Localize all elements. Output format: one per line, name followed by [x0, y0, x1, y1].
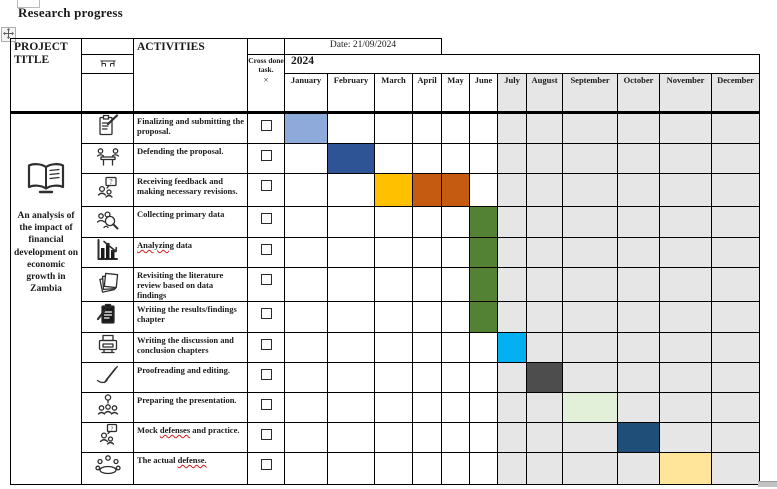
timeline-cell-march: [375, 302, 413, 333]
activity-label: Defending the proposal.: [134, 144, 248, 174]
timeline-cell-august: [527, 423, 563, 453]
activity-row: [11, 453, 760, 485]
timeline-cell-march: [375, 268, 413, 302]
svg-text:?: ?: [110, 425, 113, 433]
timeline-cell-june: [470, 207, 498, 238]
timeline-cell-may: [442, 333, 470, 363]
task-checkbox-cell: [248, 393, 285, 423]
timeline-cell-january: [285, 393, 328, 423]
timeline-cell-november: [660, 268, 712, 302]
timeline-cell-may: [442, 423, 470, 453]
horizontal-scrollbar-fragment[interactable]: [758, 481, 777, 487]
activity-row: [11, 363, 760, 393]
timeline-cell-august: [527, 174, 563, 207]
task-checkbox[interactable]: [261, 459, 272, 470]
timeline-cell-march: [375, 207, 413, 238]
activity-label: Collecting primary data: [134, 207, 248, 238]
timeline-cell-april: [413, 174, 442, 207]
header-row-months: [11, 74, 760, 113]
timeline-cell-january: [285, 207, 328, 238]
timeline-cell-september: [563, 302, 618, 333]
header-row-date: [11, 39, 760, 55]
timeline-cell-november: [660, 453, 712, 485]
timeline-cell-may: [442, 144, 470, 174]
activity-icon-cell: [82, 393, 134, 423]
mock-defense-icon: [95, 423, 121, 447]
timeline-cell-april: [413, 333, 442, 363]
activity-row: [11, 302, 760, 333]
task-checkbox-cell: [248, 423, 285, 453]
timeline-cell-january: [285, 423, 328, 453]
month-header-october: October: [618, 74, 660, 113]
timeline-cell-january: [285, 113, 328, 144]
timeline-cell-december: [712, 268, 760, 302]
timeline-cell-february: [328, 268, 375, 302]
timeline-cell-june: [470, 268, 498, 302]
timeline-cell-july: [498, 207, 527, 238]
task-checkbox-cell: [248, 333, 285, 363]
timeline-cell-march: [375, 453, 413, 485]
activity-icon-cell: [82, 174, 134, 207]
timeline-cell-july: [498, 393, 527, 423]
project-title-header: PROJECT TITLE: [11, 39, 82, 113]
timeline-cell-february: [328, 302, 375, 333]
activity-label: Analyzing data: [134, 238, 248, 268]
cross-mark: ×: [263, 75, 269, 86]
month-header-march: March: [375, 74, 413, 113]
timeline-cell-july: [498, 174, 527, 207]
activity-row: [11, 113, 760, 144]
timeline-cell-october: [618, 113, 660, 144]
timeline-cell-october: [618, 453, 660, 485]
timeline-cell-december: [712, 238, 760, 268]
timeline-cell-july: [498, 333, 527, 363]
timeline-cell-december: [712, 393, 760, 423]
meeting-table-icon: [99, 59, 117, 68]
task-checkbox-cell: [248, 174, 285, 207]
year-header: 2024: [285, 55, 760, 74]
activity-label: Writing the discussion and conclusion chapters: [134, 333, 248, 363]
task-checkbox-cell: [248, 302, 285, 333]
clipboard-pencil-icon: [95, 114, 121, 138]
task-checkbox[interactable]: [261, 120, 272, 131]
timeline-cell-august: [527, 238, 563, 268]
presentation-people-icon: [95, 393, 121, 417]
timeline-cell-march: [375, 113, 413, 144]
timeline-cell-january: [285, 363, 328, 393]
timeline-cell-april: [413, 393, 442, 423]
timeline-cell-january: [285, 144, 328, 174]
timeline-cell-september: [563, 393, 618, 423]
timeline-cell-september: [563, 174, 618, 207]
task-checkbox-cell: [248, 238, 285, 268]
timeline-cell-may: [442, 113, 470, 144]
timeline-cell-august: [527, 268, 563, 302]
timeline-cell-june: [470, 423, 498, 453]
header-open-area: [442, 39, 760, 55]
timeline-cell-september: [563, 238, 618, 268]
month-header-july: July: [498, 74, 527, 113]
timeline-cell-november: [660, 238, 712, 268]
activity-row: [11, 333, 760, 363]
research-progress-table: [10, 38, 760, 485]
activity-icon-cell: [82, 302, 134, 333]
timeline-cell-june: [470, 333, 498, 363]
activity-label: Proofreading and editing.: [134, 363, 248, 393]
project-title-cell: [11, 113, 82, 485]
timeline-cell-december: [712, 113, 760, 144]
timeline-cell-june: [470, 363, 498, 393]
signing-hand-icon: [95, 363, 121, 387]
task-checkbox[interactable]: [261, 308, 272, 319]
timeline-cell-february: [328, 393, 375, 423]
timeline-cell-october: [618, 333, 660, 363]
month-header-november: November: [660, 74, 712, 113]
printer-icon: [95, 333, 121, 357]
timeline-cell-september: [563, 453, 618, 485]
timeline-cell-september: [563, 423, 618, 453]
timeline-cell-december: [712, 363, 760, 393]
timeline-cell-july: [498, 268, 527, 302]
activity-label: Writing the results/findings chapter: [134, 302, 248, 333]
timeline-cell-august: [527, 363, 563, 393]
timeline-cell-may: [442, 207, 470, 238]
table-glyph-cell: [82, 55, 134, 74]
timeline-cell-may: [442, 174, 470, 207]
timeline-cell-november: [660, 144, 712, 174]
timeline-cell-february: [328, 207, 375, 238]
timeline-cell-january: [285, 302, 328, 333]
timeline-cell-august: [527, 207, 563, 238]
date-cell: Date: 21/09/2024: [285, 39, 442, 55]
activity-label: Mock defenses and practice.: [134, 423, 248, 453]
month-header-september: September: [563, 74, 618, 113]
activity-row: [11, 238, 760, 268]
timeline-cell-august: [527, 302, 563, 333]
timeline-cell-april: [413, 268, 442, 302]
activity-row: [11, 144, 760, 174]
project-description: An analysis of the impact of financial development on economic growth in Zambia: [13, 211, 79, 295]
timeline-cell-may: [442, 238, 470, 268]
timeline-cell-february: [328, 144, 375, 174]
papers-stack-icon: [95, 270, 121, 294]
header-row-year: [11, 55, 760, 74]
timeline-cell-march: [375, 174, 413, 207]
bar-chart-icon: [95, 238, 121, 262]
task-checkbox-cell: [248, 144, 285, 174]
timeline-cell-june: [470, 393, 498, 423]
activity-label: Revisiting the literature review based on data findings: [134, 268, 248, 302]
document-heading: Research progress: [18, 5, 123, 20]
timeline-cell-october: [618, 174, 660, 207]
timeline-cell-july: [498, 453, 527, 485]
timeline-cell-april: [413, 238, 442, 268]
task-checkbox[interactable]: [261, 274, 272, 285]
cross-done-label: Cross done task.: [248, 56, 284, 74]
timeline-cell-april: [413, 144, 442, 174]
timeline-cell-june: [470, 302, 498, 333]
timeline-cell-december: [712, 302, 760, 333]
timeline-cell-september: [563, 207, 618, 238]
timeline-cell-may: [442, 393, 470, 423]
timeline-cell-january: [285, 453, 328, 485]
timeline-cell-march: [375, 423, 413, 453]
timeline-cell-december: [712, 144, 760, 174]
timeline-cell-july: [498, 144, 527, 174]
timeline-cell-october: [618, 238, 660, 268]
conference-table-icon: [95, 454, 121, 478]
timeline-cell-june: [470, 174, 498, 207]
timeline-cell-february: [328, 174, 375, 207]
timeline-cell-february: [328, 423, 375, 453]
cross-done-header: [248, 55, 285, 113]
activity-row: [11, 393, 760, 423]
timeline-cell-june: [470, 113, 498, 144]
icon-column-spacer-bottom: [82, 74, 134, 113]
month-header-august: August: [527, 74, 563, 113]
open-book-icon: [24, 160, 68, 196]
activity-label: Preparing the presentation.: [134, 393, 248, 423]
activity-icon-cell: [82, 363, 134, 393]
task-checkbox[interactable]: [261, 150, 272, 161]
task-checkbox[interactable]: [261, 339, 272, 350]
timeline-cell-april: [413, 113, 442, 144]
month-header-december: December: [712, 74, 760, 113]
activity-label: Receiving feedback and making necessary revisions.: [134, 174, 248, 207]
timeline-cell-february: [328, 363, 375, 393]
timeline-cell-march: [375, 144, 413, 174]
timeline-cell-july: [498, 363, 527, 393]
timeline-cell-april: [413, 453, 442, 485]
timeline-cell-september: [563, 268, 618, 302]
timeline-cell-november: [660, 113, 712, 144]
timeline-cell-october: [618, 144, 660, 174]
cross-column-spacer: [248, 39, 285, 55]
timeline-cell-november: [660, 363, 712, 393]
task-checkbox-cell: [248, 113, 285, 144]
timeline-cell-april: [413, 302, 442, 333]
timeline-cell-september: [563, 144, 618, 174]
task-checkbox-cell: [248, 268, 285, 302]
icon-column-spacer-top: [82, 39, 134, 55]
timeline-cell-august: [527, 393, 563, 423]
timeline-cell-november: [660, 207, 712, 238]
timeline-cell-october: [618, 393, 660, 423]
timeline-cell-august: [527, 453, 563, 485]
defense-panel-icon: [95, 144, 121, 168]
month-header-february: February: [328, 74, 375, 113]
timeline-cell-april: [413, 423, 442, 453]
task-checkbox[interactable]: [261, 369, 272, 380]
activity-icon-cell: [82, 268, 134, 302]
task-checkbox-cell: [248, 453, 285, 485]
timeline-cell-march: [375, 333, 413, 363]
activity-icon-cell: [82, 144, 134, 174]
timeline-cell-june: [470, 453, 498, 485]
activity-icon-cell: [82, 333, 134, 363]
task-checkbox-cell: [248, 207, 285, 238]
timeline-cell-october: [618, 207, 660, 238]
timeline-cell-august: [527, 113, 563, 144]
timeline-cell-may: [442, 302, 470, 333]
timeline-cell-january: [285, 268, 328, 302]
timeline-cell-july: [498, 302, 527, 333]
timeline-cell-october: [618, 363, 660, 393]
timeline-cell-may: [442, 268, 470, 302]
timeline-cell-december: [712, 207, 760, 238]
activity-row: [11, 174, 760, 207]
search-people-icon: [95, 208, 121, 232]
timeline-cell-september: [563, 113, 618, 144]
timeline-cell-february: [328, 238, 375, 268]
activity-row: [11, 268, 760, 302]
timeline-cell-november: [660, 333, 712, 363]
timeline-cell-may: [442, 453, 470, 485]
timeline-cell-december: [712, 174, 760, 207]
timeline-cell-january: [285, 238, 328, 268]
task-checkbox-cell: [248, 363, 285, 393]
timeline-cell-august: [527, 144, 563, 174]
activity-icon-cell: [82, 453, 134, 485]
activity-row: [11, 423, 760, 453]
timeline-cell-march: [375, 393, 413, 423]
timeline-cell-february: [328, 453, 375, 485]
timeline-cell-april: [413, 363, 442, 393]
activities-header: ACTIVITIES: [134, 39, 248, 113]
timeline-cell-november: [660, 302, 712, 333]
month-header-june: June: [470, 74, 498, 113]
activity-icon-cell: [82, 238, 134, 268]
timeline-cell-october: [618, 423, 660, 453]
timeline-cell-february: [328, 113, 375, 144]
task-checkbox[interactable]: [261, 244, 272, 255]
svg-text:?: ?: [108, 177, 113, 186]
timeline-cell-october: [618, 268, 660, 302]
timeline-cell-february: [328, 333, 375, 363]
timeline-cell-january: [285, 333, 328, 363]
activity-label: Finalizing and submitting the proposal.: [134, 113, 248, 144]
month-header-may: May: [442, 74, 470, 113]
timeline-cell-march: [375, 238, 413, 268]
timeline-cell-december: [712, 453, 760, 485]
timeline-cell-december: [712, 333, 760, 363]
timeline-cell-march: [375, 363, 413, 393]
timeline-cell-november: [660, 423, 712, 453]
timeline-cell-january: [285, 174, 328, 207]
timeline-cell-september: [563, 333, 618, 363]
timeline-cell-october: [618, 302, 660, 333]
timeline-cell-november: [660, 393, 712, 423]
timeline-cell-november: [660, 174, 712, 207]
timeline-cell-june: [470, 144, 498, 174]
timeline-cell-may: [442, 363, 470, 393]
task-checkbox[interactable]: [261, 213, 272, 224]
timeline-cell-june: [470, 238, 498, 268]
timeline-cell-july: [498, 113, 527, 144]
feedback-question-icon: [95, 176, 121, 200]
task-checkbox[interactable]: [261, 399, 272, 410]
timeline-cell-december: [712, 423, 760, 453]
timeline-cell-september: [563, 363, 618, 393]
timeline-cell-august: [527, 333, 563, 363]
task-checkbox[interactable]: [261, 429, 272, 440]
activity-label: The actual defense.: [134, 453, 248, 485]
timeline-cell-july: [498, 423, 527, 453]
activity-icon-cell: [82, 113, 134, 144]
activity-icon-cell: [82, 423, 134, 453]
activity-row: [11, 207, 760, 238]
month-header-april: April: [413, 74, 442, 113]
task-checkbox[interactable]: [261, 180, 272, 191]
timeline-cell-april: [413, 207, 442, 238]
writing-clipboard-icon: [95, 303, 121, 327]
timeline-cell-july: [498, 238, 527, 268]
activity-icon-cell: [82, 207, 134, 238]
month-header-january: January: [285, 74, 328, 113]
